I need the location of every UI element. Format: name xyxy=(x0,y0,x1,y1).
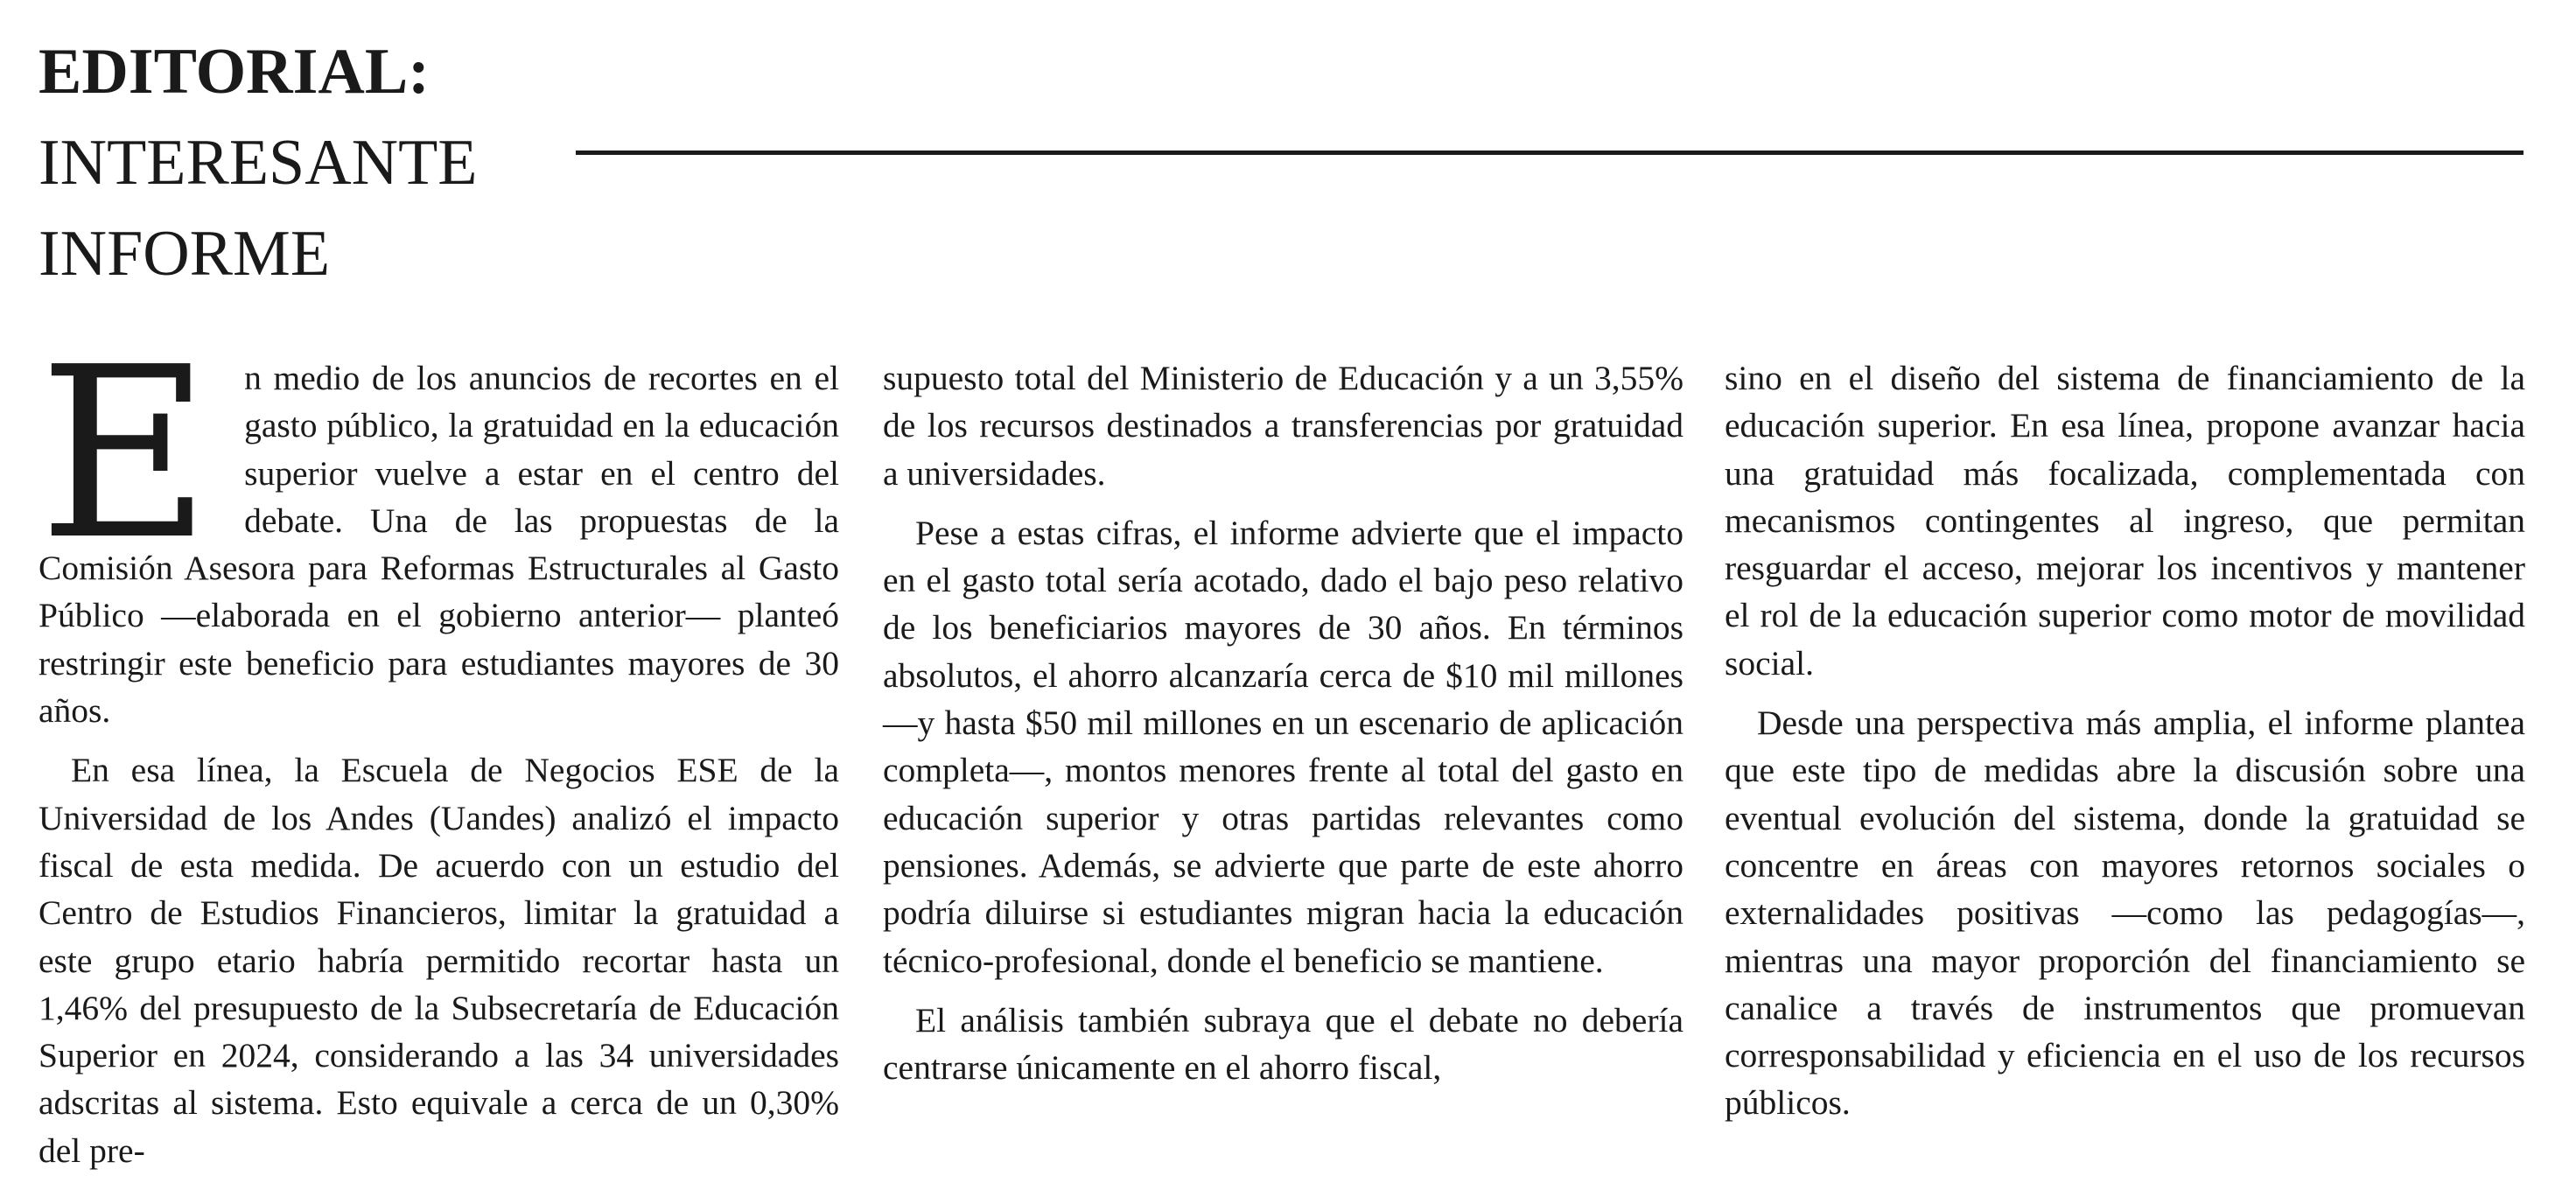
article-paragraph: El análisis también subraya que el debate no debería centrarse únicamente en el ahorro fiscal, xyxy=(883,1000,1684,1088)
article-paragraph: n medio de los anuncios de recortes en el gasto público, la gratuidad en la educación superior vuelve a estar en el centro del debate. Una de las propuestas de la Comisión Asesora para Reformas Estructurales al Gasto Público —elaborada en el gobierno anterior— planteó restringir este beneficio para estudiantes mayores de 30 años. xyxy=(38,359,839,731)
drop-cap: E xyxy=(38,316,212,592)
editorial-header xyxy=(38,26,2524,289)
headline-kicker: EDITORIAL: xyxy=(38,36,430,108)
article-column-3 xyxy=(1725,354,2525,1127)
article-column-2 xyxy=(883,354,1684,1091)
headline-title-line-1: INTERESANTE xyxy=(38,127,478,199)
article-paragraph: supuesto total del Ministerio de Educación y a un 3,55% de los recursos destinados a transferencias por gratuidad a universidades. xyxy=(883,359,1684,493)
headline-title-line-2: INFORME xyxy=(38,218,331,290)
headline xyxy=(38,26,478,299)
article-column-1 xyxy=(38,316,839,1174)
headline-divider-rule xyxy=(576,150,2524,155)
article-paragraph: sino en el diseño del sistema de financiamiento de la educación superior. En esa línea, propone avanzar hacia una gratuidad más focalizada, complementada con mecanismos contingentes al ingreso, que permitan resguardar el acceso, mejorar los incentivos y mantener el rol de la educación superior como motor de movilidad social. xyxy=(1725,359,2525,682)
article-paragraph: Pese a estas cifras, el informe advierte que el impacto en el gasto total sería acotado, dado el bajo peso relativo de los beneficiarios mayores de 30 años. En términos absolutos, el ahorro alcanzaría cerca de $10 mil millones —y hasta $50 mil millones en un escenario de aplicación completa—, montos menores frente al total del gasto en educación superior y otras partidas relevantes como pensiones. Además, se advierte que parte de este ahorro podría diluirse si estudiantes migran hacia la educación técnico-profesional, donde el beneficio se mantiene. xyxy=(883,513,1684,980)
article-paragraph: Desde una perspectiva más amplia, el informe plantea que este tipo de medidas abre la discusión sobre una eventual evolución del sistema, donde la gratuidad se concentre en áreas con mayores retornos sociales o externalidades positivas —como las pedagogías—, mientras una mayor proporción del financiamiento se canalice a través de instrumentos que promuevan corresponsabilidad y eficiencia en el uso de los recursos públicos. xyxy=(1725,704,2525,1123)
article-paragraph: En esa línea, la Escuela de Negocios ESE de la Universidad de los Andes (Uandes) analizó el impacto fiscal de esta medida. De acuerdo con un estudio del Centro de Estudios Financieros, limitar la gratuidad a este grupo etario habría permitido recortar hasta un 1,46% del presupuesto de la Subsecretaría de Educación Superior en 2024, considerando a las 34 universidades adscritas al sistema. Esto equivale a cerca de un 0,30% del pre- xyxy=(38,751,839,1170)
